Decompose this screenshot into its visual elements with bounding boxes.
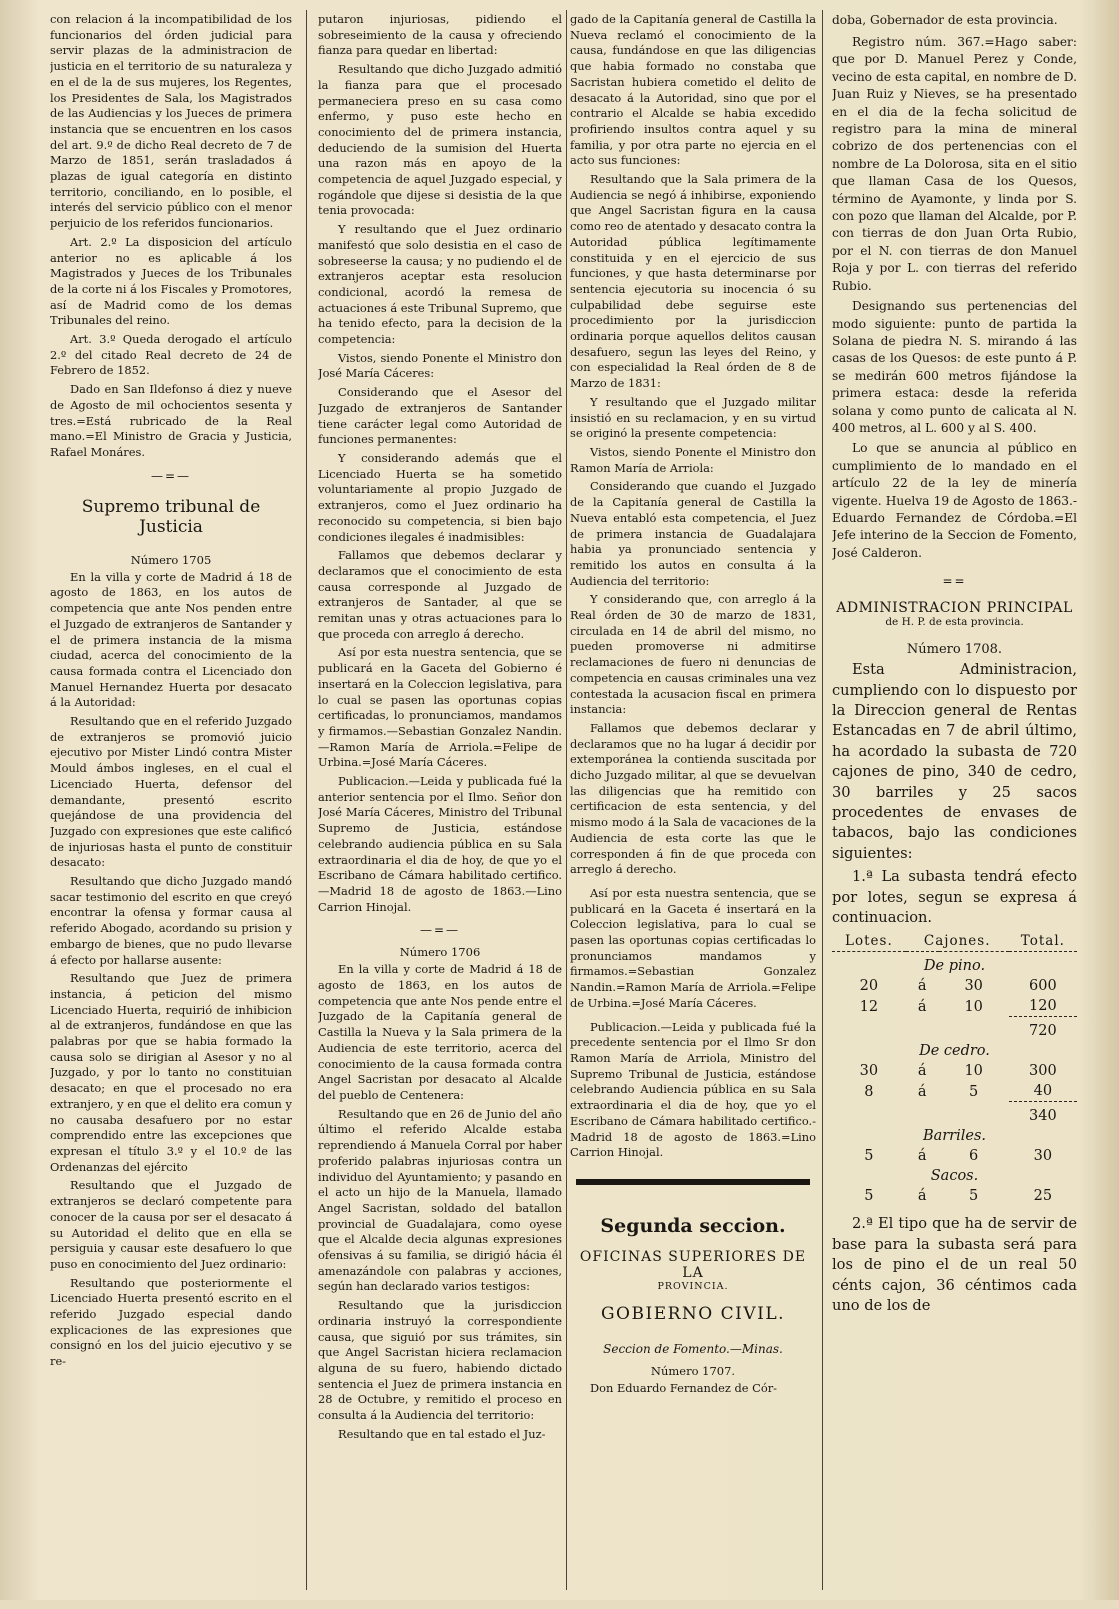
- paragraph: con relacion á la incompatibilidad de los funcionarios del órden judicial para servir plazas de la administracion de justicia en el territorio de su naturaleza y en el de la de sus mujeres, los Regentes, los Presidentes de Sala, los Magistrados de las Audiencias y los Jueces de primera instancia que se encuentren en los casos del art. 9.º de dicho Real decreto de 7 de Marzo de 1851, serán trasladados á plazas de igual categoría en distinto territorio, conciliando, en lo posible, el interés del servicio público con el menor perjuicio de los referidos funcionarios.: [50, 12, 292, 231]
- paragraph: Vistos, siendo Ponente el Ministro don Ramon María de Arriola:: [570, 444, 816, 475]
- paragraph: Considerando que el Asesor del Juzgado de extranjeros de Santander tiene carácter legal como Autoridad de funciones permanentes:: [318, 385, 562, 447]
- paragraph: Designando sus pertenencias del modo siguiente: punto de partida la Solana de piedra N. S. mirando á las casas de los Quesos: de este punto á P. se medirán 600 metros fijándose la primera estaca: desde la referida solana y como punto de calicata al N. 400 metros, al L. 600 y al S. 400.: [832, 299, 1077, 435]
- notice-number: Número 1707.: [650, 1363, 736, 1378]
- paragraph: Don Eduardo Fernandez de Cór-: [590, 1380, 777, 1395]
- paragraph: Fallamos que debemos declarar y declaramos que el conocimiento de esta causa corresponde al Juzgado de extranjeros de Santader, al que se remitan unas y otras actuaciones para lo que proceda con arreglo á derecho.: [318, 548, 562, 641]
- cell: 30: [859, 1063, 879, 1080]
- column-rule: [566, 10, 567, 1590]
- paragraph: gado de la Capitanía general de Castilla la Nueva reclamó el conocimiento de la causa, fundándose en que las diligencias que habia formado no constaba que Sacristan hubiera cometido el delito de desacato á la Autoridad, sino que por el contrario el Alcalde se habia excedido profiriendo insultos contra aquel y su familia, y por otra parte no ejercia en el acto sus funciones:: [570, 12, 816, 168]
- cell: 6: [969, 1148, 979, 1165]
- paragraph: Publicacion.—Leida y publicada fué la anterior sentencia por el Ilmo. Señor don José María Cáceres, Ministro del Tribunal Supremo de Justicia, estándose celebrando audiencia pública en su Sala extraordinaria el dia de hoy, de que yo el Escribano de Cámara habilitado certifico.—Madrid 18 de agosto de 1863.—Lino Carrion Hinojal.: [318, 774, 562, 914]
- cell: á: [917, 1188, 927, 1205]
- cell: 20: [859, 978, 879, 995]
- administration-subheading: de H. P. de esta provincia.: [885, 616, 1024, 629]
- column-3: [570, 12, 816, 1400]
- paragraph: Lo que se anuncia al público en cumplimiento de lo mandado en el artículo 22 de la ley de minería vigente. Huelva 19 de Agosto de 1863.-Eduardo Fernandez de Córdoba.=El Jefe interino de la Seccion de Fomento, José Calderon.: [832, 441, 1077, 560]
- paragraph: Publicacion.—Leida y publicada fué la precedente sentencia por el Ilmo Sr don Ramon María de Arriola, Ministro del Supremo Tribunal de Justicia, estándose celebrando Audiencia pública en su Sala extraordinaria el dia de hoy, que yo el Escribano de Cámara habilitado certifico.-Madrid 18 de agosto de 1863.=Lino Carrion Hinojal.: [570, 1019, 816, 1160]
- paragraph: Y considerando que, con arreglo á la Real órden de 30 de marzo de 1831, circulada en 14 de abril del mismo, no pueden promoverse ni admitirse reclamaciones de fuero ni denuncias de competencia en causas criminales una vez contestada la acusacion fiscal en primera instancia:: [570, 592, 816, 717]
- paragraph: Dado en San Ildefonso á diez y nueve de Agosto de mil ochocientos sesenta y tres.=Está rubricado de la Real mano.=El Ministro de Gracia y Justicia, Rafael Monáres.: [50, 382, 292, 459]
- cell: 5: [864, 1148, 874, 1165]
- cell: 600: [1029, 978, 1057, 995]
- paragraph: Resultando que la jurisdiccion ordinaria instruyó la correspondiente causa, que siguió por sus trámites, sin que Angel Sacristan hiciera reclamacion alguna de su fuero, habiendo dictado sentencia el Juez de primera instancia en 28 de Octubre, y remitido el proceso en consulta á la Audiencia del territorio:: [318, 1298, 562, 1423]
- column-1: [50, 12, 292, 1373]
- paragraph: En la villa y corte de Madrid á 18 de agosto de 1863, en los autos de competencia que ante Nos pende entre el Juzgado de la Capitanía general de Castilla la Nueva y la Sala primera de la Audiencia de este territorio, acerca del conocimiento de la causa formada contra Angel Sacristan por desacato al Alcalde del pueblo de Centenera:: [318, 962, 562, 1102]
- lots-table: [832, 931, 1077, 1206]
- administration-heading: ADMINISTRACION PRINCIPAL: [836, 600, 1073, 617]
- paragraph: Resultando que el Juzgado de extranjeros se declaró competente para conocer de la causa por ser el desacato á su Autoridad el delito que en ella se persiguia y causar este desafuero lo que puso en conocimiento del Juez ordinario:: [50, 1178, 292, 1271]
- paragraph: 1.ª La subasta tendrá efecto por lotes, segun se expresa á continuacion.: [832, 868, 1077, 927]
- column-rule: [306, 10, 307, 1590]
- cell: 5: [969, 1188, 979, 1205]
- cell: á: [917, 1083, 927, 1100]
- subtotal: 340: [1009, 1102, 1077, 1127]
- cell: 30: [964, 978, 983, 995]
- section-title: Segunda seccion.: [600, 1214, 786, 1237]
- paragraph: Esta Administracion, cumpliendo con lo dispuesto por la Direccion general de Rentas Estancadas en 7 de abril último, ha acordado la subasta de 720 cajones de pino, 340 de cedro, 30 barriles y 25 sacos procedentes de envases de tabacos, bajo las condiciones siguientes:: [832, 661, 1077, 862]
- paragraph: doba, Gobernador de esta provincia.: [832, 13, 1058, 27]
- column-2: [318, 12, 562, 1445]
- paragraph: Resultando que en 26 de Junio del año último el referido Alcalde estaba reprendiendo á Manuela Corral por haber proferido palabras injuriosas contra un individuo del Ayuntamiento; y pasando en el acto un hijo de la Manuela, llamado Angel Sacristan, soldado del batallon provincial de Guadalajara, como oyese que el Alcalde decia algunas expresiones ofensivas á su familia, se dirigió hácia él amenazándole con palabras y acciones, según han declarado varios testigos:: [318, 1106, 562, 1294]
- paragraph: Resultando que dicho Juzgado admitió la fianza para que el procesado permaneciera preso en su casa como enfermo, y puso este hecho en conocimiento del de primera instancia, deduciendo de la sumision del Huerta una razon más en apoyo de la competencia de aquel Juzgado especial, y rogándole que dijese si desistia de la que tenia provocada:: [318, 62, 562, 218]
- paragraph: Resultando que en el referido Juzgado de extranjeros se promovió juicio ejecutivo por Mister Lindó contra Mister Mould ámbos ingleses, en el cual el Licenciado Huerta, defensor del demandante, presentó escrito quejándose de una providencia del Juzgado con expresiones que este calificó de injuriosas hasta el punto de constituir desacato:: [50, 714, 292, 870]
- separator: ==: [942, 574, 967, 589]
- table-row: [832, 976, 1077, 996]
- paragraph: En la villa y corte de Madrid á 18 de agosto de 1863, en los autos de competencia que ante Nos penden entre el Juzgado de extranjeros de Santander y el de primera instancia de la misma ciudad, acerca del conocimiento de la causa formada contra el Licenciado don Manuel Hernandez Huerta por desacato á la Autoridad:: [50, 569, 292, 710]
- notice-number: Número 1705: [130, 552, 212, 567]
- table-row: [832, 1081, 1077, 1102]
- cell: 120: [1029, 998, 1057, 1015]
- category-label: Sacos.: [930, 1168, 979, 1185]
- paragraph: Y considerando además que el Licenciado Huerta se ha sometido voluntariamente al propio Juzgado de extranjeros, como el Juez ordinario ha reconocido su competencia, si bien bajo condiciones ilegales é inadmisibles:: [318, 450, 562, 544]
- paragraph: Y resultando que el Juez ordinario manifestó que solo desistia en el caso de sobreseerse la causa; y no pudiendo el de extranjeros aceptar esta resolucion condicional, acordó la remesa de actuaciones á este Tribunal Supremo, que ha tenido efecto, para la decision de la competencia:: [318, 222, 562, 347]
- table-row: [832, 1186, 1077, 1206]
- cell: 5: [864, 1188, 874, 1205]
- cell: 10: [964, 998, 983, 1015]
- paragraph: Considerando que cuando el Juzgado de la Capitanía general de Castilla la Nueva entabló esta competencia, el Juez de primera instancia de Guadalajara habia ya pronunciado sentencia y remitido los autos en consulta á la Audiencia del territorio:: [570, 479, 816, 588]
- paragraph: Resultando que la Sala primera de la Audiencia se negó á inhibirse, exponiendo que Angel Sacristan figura en la causa como reo de atentado y desacato contra la Autoridad pública legítimamente constituida y en el ejercicio de sus funciones, y que hasta determinarse por sentencia ejecutoria su inocencia ó su culpabilidad debe seguirse este procedimiento por la jurisdiccion ordinaria porque aquellos delitos causan desafuero, segun las leyes del Reino, y con especialidad la Real órden de 8 de Marzo de 1831:: [570, 172, 816, 391]
- table-row: [832, 1061, 1077, 1081]
- paragraph: Vistos, siendo Ponente el Ministro don José María Cáceres:: [318, 350, 562, 381]
- paragraph: Resultando que dicho Juzgado mandó sacar testimonio del escrito en que creyó encontrar la ofensa y formar causa al referido Abogado, acordando su prision y embargo de bienes, que no pudo llevarse á efecto por hallarse ausente:: [50, 874, 292, 967]
- paragraph: Así por esta nuestra sentencia, que se publicará en la Gaceta é insertará en la Coleccion legislativa, para lo cual se pasen las oportunas copias certificadas lo pronunciamos mandamos y firmamos.=Sebastian Gonzalez Nandin.=Ramon María de Arriola.=Felipe de Urbina.=José María Cáceres.: [570, 885, 816, 1010]
- category-label: De pino.: [923, 958, 986, 975]
- paragraph: Registro núm. 367.=Hago saber: que por D. Manuel Perez y Conde, vecino de esta capital, en nombre de D. Juan Ruiz y Nieves, se ha presentado en el dia de la fecha solicitud de registro para la mina de mineral cobrizo de dos pertenencias con el nombre de La Dolorosa, sita en el sitio que llaman Casa de los Quesos, término de Ayamonte, y linda por S. con pozo que llaman del Alcalde, por P. con tierras de don Juan Orta Rubio, por el N. con tierras de don Manuel Roja y por L. con tierras del referido Rubio.: [832, 35, 1077, 293]
- cell: 40: [1033, 1083, 1053, 1100]
- cell: 8: [864, 1083, 874, 1100]
- cell: 5: [969, 1083, 979, 1100]
- table-row: [832, 996, 1077, 1017]
- header-cajones: Cajones.: [923, 933, 991, 950]
- category-label: De cedro.: [919, 1043, 990, 1060]
- paragraph: Resultando que Juez de primera instancia, á peticion del mismo Licenciado Huerta, requirió de inhibicion al de extranjeros, fundándose en que las palabras por que se habia formado la causa solo se dirigian al Asesor y no al Juzgado, y por lo tanto no constituian desacato; en que el procesado no era extranjero, y en que el delito era comun y no causaba desafuero por no estar comprendido entre las excepciones que expresan el título 3.º y el 10.º de las Ordenanzas del ejército: [50, 971, 292, 1174]
- separator: —=—: [150, 468, 192, 483]
- cell: 30: [1033, 1148, 1053, 1165]
- paragraph: Así por esta nuestra sentencia, que se publicará en la Gaceta del Gobierno é insertará en la Coleccion legislativa, para lo cual se pasen las oportunas copias certificadas, lo pronunciamos, mandamos y firmamos.—Sebastian Gonzalez Nandin.—Ramon María de Arriola.=Felipe de Urbina.=José María Cáceres.: [318, 645, 562, 770]
- separator: —=—: [419, 923, 461, 938]
- paragraph: 2.ª El tipo que ha de servir de base para la subasta será para los de pino el de un real 50 cénts cajon, 36 céntimos cada uno de los de: [832, 1215, 1077, 1315]
- paragraph: Fallamos que debemos declarar y declaramos que no ha lugar á decidir por extemporánea la contienda suscitada por dicho Juzgado militar, al que se devuelvan las diligencias que ha remitido con certificacion de esta sentencia, y del mismo modo á la Sala de vacaciones de la Audiencia de esta corte las que le corresponden á fin de que proceda con arreglo á derecho.: [570, 720, 816, 877]
- paragraph: putaron injuriosas, pidiendo el sobreseimiento de la causa y ofreciendo fianza para quedar en libertad:: [318, 12, 562, 58]
- column-rule: [822, 10, 823, 1590]
- paragraph: Resultando que posteriormente el Licenciado Huerta presentó escrito en el referido Juzgado especial dando explicaciones de las expresiones que consignó en los del juicio ejecutivo y se re-: [50, 1275, 292, 1369]
- cell: 25: [1033, 1188, 1053, 1205]
- cell: á: [917, 1063, 927, 1080]
- notice-number: Número 1708.: [906, 642, 1003, 658]
- cell: á: [917, 998, 927, 1015]
- cell: á: [917, 1148, 927, 1165]
- table-row: [832, 1146, 1077, 1166]
- cell: á: [917, 978, 927, 995]
- paragraph: Art. 3.º Queda derogado el artículo 2.º del citado Real decreto de 24 de Febrero de 1852.: [50, 332, 292, 378]
- subtotal: 720: [1009, 1017, 1077, 1042]
- column-4: [832, 12, 1077, 1320]
- office-subheading: PROVINCIA.: [657, 1280, 729, 1292]
- notice-number: Número 1706: [399, 945, 481, 960]
- category-label: Barriles.: [922, 1128, 987, 1145]
- cell: 300: [1029, 1063, 1057, 1080]
- section-heading: Supremo tribunal de Justicia: [81, 496, 261, 537]
- section-subtitle: Seccion de Fomento.—Minas.: [603, 1341, 783, 1356]
- office-heading: OFICINAS SUPERIORES DE LA: [579, 1248, 807, 1281]
- library-stamp-watermark: [690, 1401, 1001, 1609]
- cell: 10: [964, 1063, 983, 1080]
- header-lotes: Lotes.: [845, 933, 893, 950]
- government-heading: GOBIERNO CIVIL.: [600, 1303, 786, 1324]
- section-divider: [576, 1179, 810, 1185]
- cell: 12: [859, 998, 879, 1015]
- header-total: Total.: [1020, 933, 1065, 950]
- paragraph: Resultando que en tal estado el Juz-: [338, 1426, 546, 1441]
- paragraph: Y resultando que el Juzgado militar insistió en su reclamacion, y en su virtud se originó la presente competencia:: [570, 394, 816, 441]
- paragraph: Art. 2.º La disposicion del artículo anterior no es aplicable á los Magistrados y Jueces de los Tribunales de la corte ni á los Fiscales y Promotores, así de Madrid como de los demas Tribunales del reino.: [50, 234, 292, 328]
